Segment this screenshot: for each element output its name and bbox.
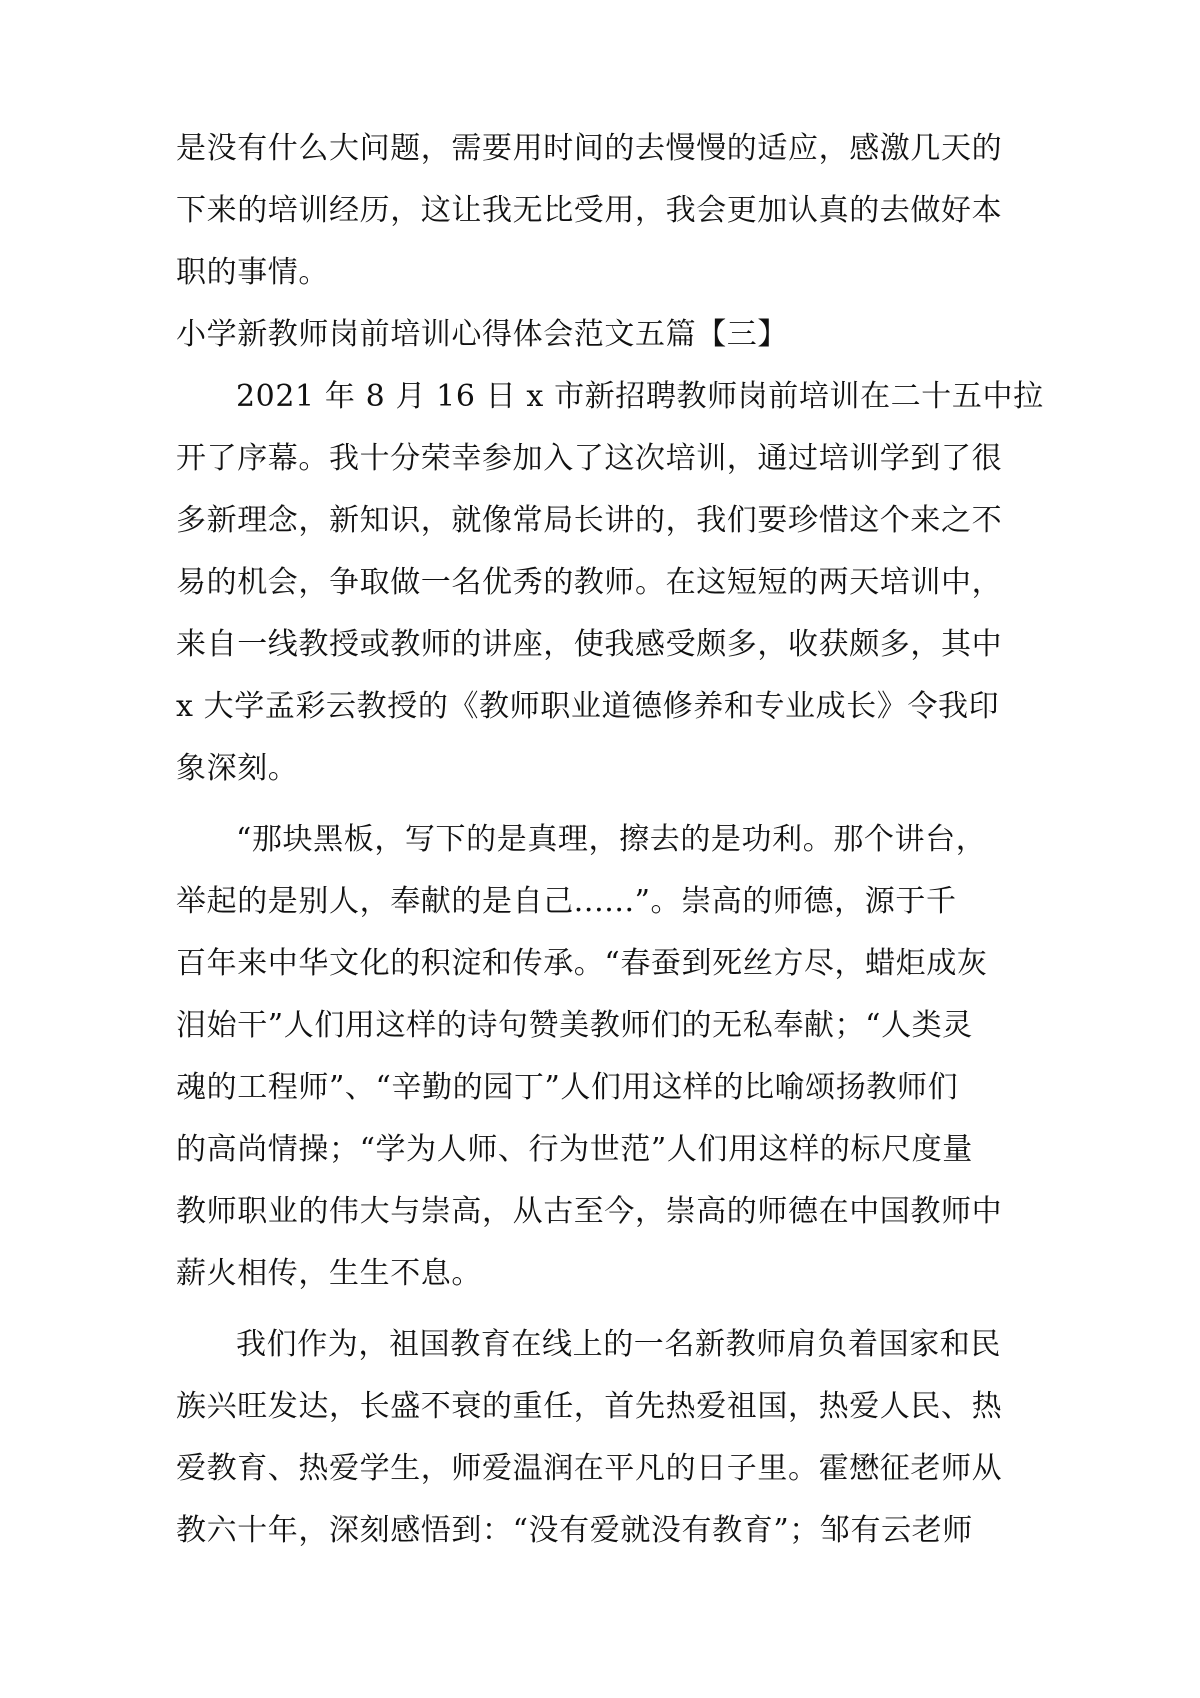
paragraph-line: 教六十年，深刻感悟到：“没有爱就没有教育”；邹有云老师 (176, 1513, 973, 1548)
paragraph-line: 族兴旺发达，长盛不衰的重任，首先热爱祖国，热爱人民、热 (176, 1389, 1003, 1424)
paragraph-line: 多新理念，新知识，就像常局长讲的，我们要珍惜这个来之不 (176, 503, 1003, 538)
document-page (176, 118, 1044, 1562)
paragraph-line: 开了序幕。我十分荣幸参加入了这次培训，通过培训学到了很 (176, 441, 1003, 476)
paragraph-line: 职的事情。 (176, 255, 329, 290)
paragraph-line: x 大学孟彩云教授的《教师职业道德修养和专业成长》令我印 (176, 689, 1000, 724)
paragraph-line: 2021 年 8 月 16 日 x 市新招聘教师岗前培训在二十五中拉 (236, 379, 1044, 414)
paragraph-line: 下来的培训经历，这让我无比受用，我会更加认真的去做好本 (176, 193, 1003, 228)
paragraph-line: 魂的工程师”、“辛勤的园丁”人们用这样的比喻颂扬教师们 (176, 1070, 959, 1105)
paragraph-line: 薪火相传，生生不息。 (176, 1256, 482, 1291)
paragraph-line: 易的机会，争取做一名优秀的教师。在这短短的两天培训中， (176, 565, 1003, 600)
paragraph-line: 教师职业的伟大与崇高，从古至今，崇高的师德在中国教师中 (176, 1194, 1003, 1229)
paragraph-line: 来自一线教授或教师的讲座，使我感受颇多，收获颇多，其中 (176, 627, 1003, 662)
paragraph-line: 爱教育、热爱学生，师爱温润在平凡的日子里。霍懋征老师从 (176, 1451, 1003, 1486)
paragraph-line: 是没有什么大问题，需要用时间的去慢慢的适应，感激几天的 (176, 131, 1003, 166)
paragraph-line: 我们作为，祖国教育在线上的一名新教师肩负着国家和民 (236, 1327, 1001, 1362)
section-heading: 小学新教师岗前培训心得体会范文五篇【三】 (176, 317, 788, 352)
paragraph-line: 的高尚情操；“学为人师、行为世范”人们用这样的标尺度量 (176, 1132, 973, 1167)
paragraph-line: 泪始干”人们用这样的诗句赞美教师们的无私奉献；“人类灵 (176, 1008, 973, 1043)
paragraph-line: 象深刻。 (176, 751, 299, 786)
paragraph-line: “那块黑板，写下的是真理，擦去的是功利。那个讲台， (236, 822, 987, 857)
paragraph-line: 举起的是别人，奉献的是自己......”。崇高的师德，源于千 (176, 884, 957, 919)
paragraph-line: 百年来中华文化的积淀和传承。“春蚕到死丝方尽，蜡炬成灰 (176, 946, 988, 981)
